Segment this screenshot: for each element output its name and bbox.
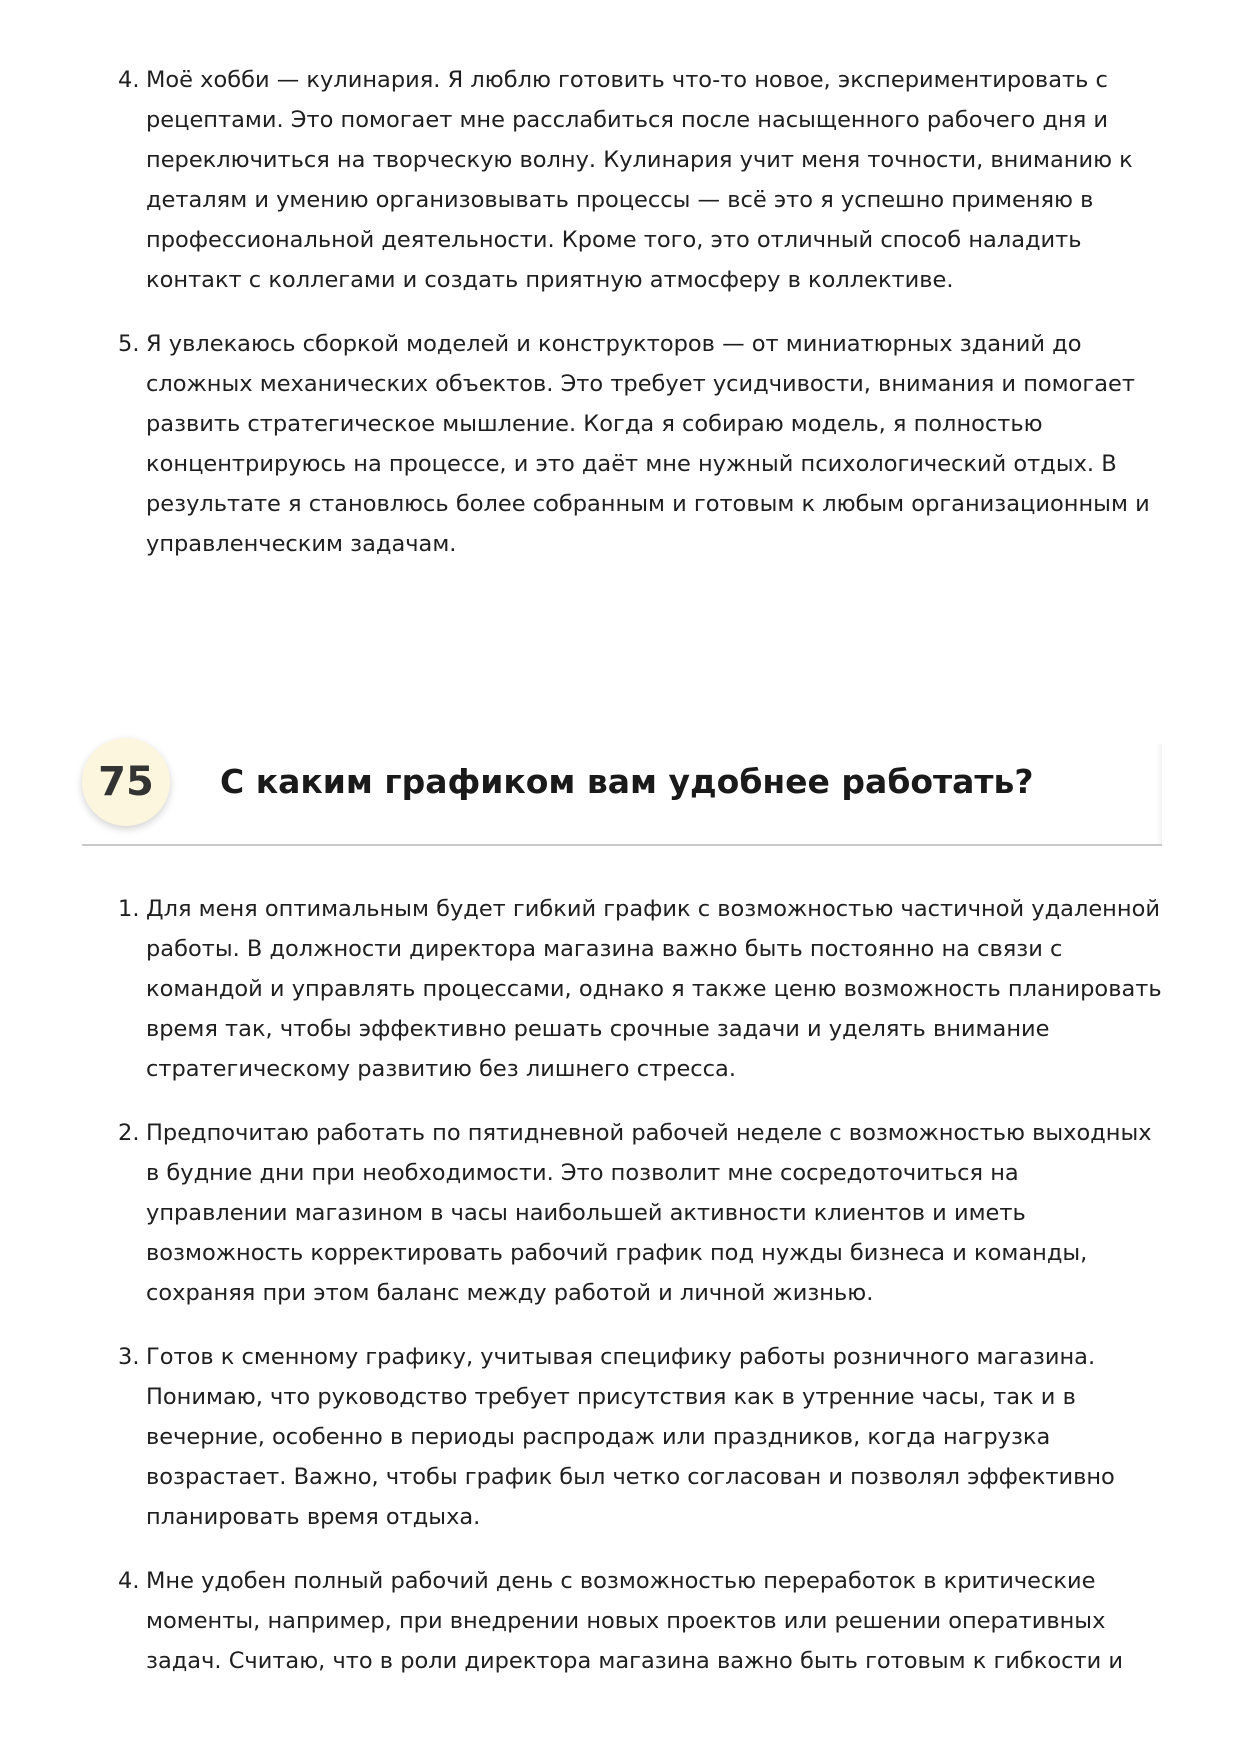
list-item-text: Моё хобби — кулинария. Я люблю готовить что-то новое, экспериментировать с рецептами. Это помогает мне расслабиться после насыщенного рабочего дня и переключиться на творческую волну. Кулинария учит меня точности, вниманию к деталям и умению организовывать процессы — всё это я успешно применяю в профессиональной деятельности. Кроме того, это отличный способ наладить контакт с коллегами и создать приятную атмосферу в коллективе. bbox=[146, 67, 1133, 293]
list-item-number: 4. bbox=[118, 67, 140, 93]
list-item bbox=[118, 1561, 1162, 1681]
list-item-number: 4. bbox=[118, 1568, 140, 1594]
list-item bbox=[118, 1337, 1162, 1537]
list-item bbox=[118, 60, 1162, 300]
answer-list bbox=[118, 889, 1162, 1705]
question-header bbox=[82, 738, 1162, 846]
list-item-text: Для меня оптимальным будет гибкий график с возможностью частичной удаленной работы. В должности директора магазина важно быть постоянно на связи с командой и управлять процессами, однако я также ценю возможность планировать время так, чтобы эффективно решать срочные задачи и уделять внимание стратегическому развитию без лишнего стресса. bbox=[146, 896, 1162, 1082]
header-divider bbox=[82, 844, 1162, 846]
list-item-text: Мне удобен полный рабочий день с возможностью переработок в критические моменты, например, при внедрении новых проектов или решении оперативных задач. Считаю, что в роли директора магазина важно быть готовым к гибкости и bbox=[146, 1568, 1124, 1674]
list-item-number: 5. bbox=[118, 331, 140, 357]
header-shadow bbox=[1156, 744, 1162, 844]
previous-answer-list bbox=[118, 60, 1162, 588]
list-item bbox=[118, 889, 1162, 1089]
list-item bbox=[118, 1113, 1162, 1313]
list-item-text: Предпочитаю работать по пятидневной рабочей неделе с возможностью выходных в будние дни при необходимости. Это позволит мне сосредоточиться на управлении магазином в часы наибольшей активности клиентов и иметь возможность корректировать рабочий график под нужды бизнеса и команды, сохраняя при этом баланс между работой и личной жизнью. bbox=[146, 1120, 1152, 1306]
list-item-number: 1. bbox=[118, 896, 140, 922]
question-number-badge: 75 bbox=[82, 738, 170, 826]
question-title: С каким графиком вам удобнее работать? bbox=[220, 762, 1034, 801]
list-item bbox=[118, 324, 1162, 564]
list-item-text: Я увлекаюсь сборкой моделей и конструкторов — от миниатюрных зданий до сложных механических объектов. Это требует усидчивости, внимания и помогает развить стратегическое мышление. Когда я собираю модель, я полностью концентрируюсь на процессе, и это даёт мне нужный психологический отдых. В результате я становлюсь более собранным и готовым к любым организационным и управленческим задачам. bbox=[146, 331, 1150, 557]
list-item-text: Готов к сменному графику, учитывая специфику работы розничного магазина. Понимаю, что руководство требует присутствия как в утренние часы, так и в вечерние, особенно в периоды распродаж или праздников, когда нагрузка возрастает. Важно, чтобы график был четко согласован и позволял эффективно планировать время отдыха. bbox=[146, 1344, 1115, 1530]
list-item-number: 2. bbox=[118, 1120, 140, 1146]
list-item-number: 3. bbox=[118, 1344, 140, 1370]
